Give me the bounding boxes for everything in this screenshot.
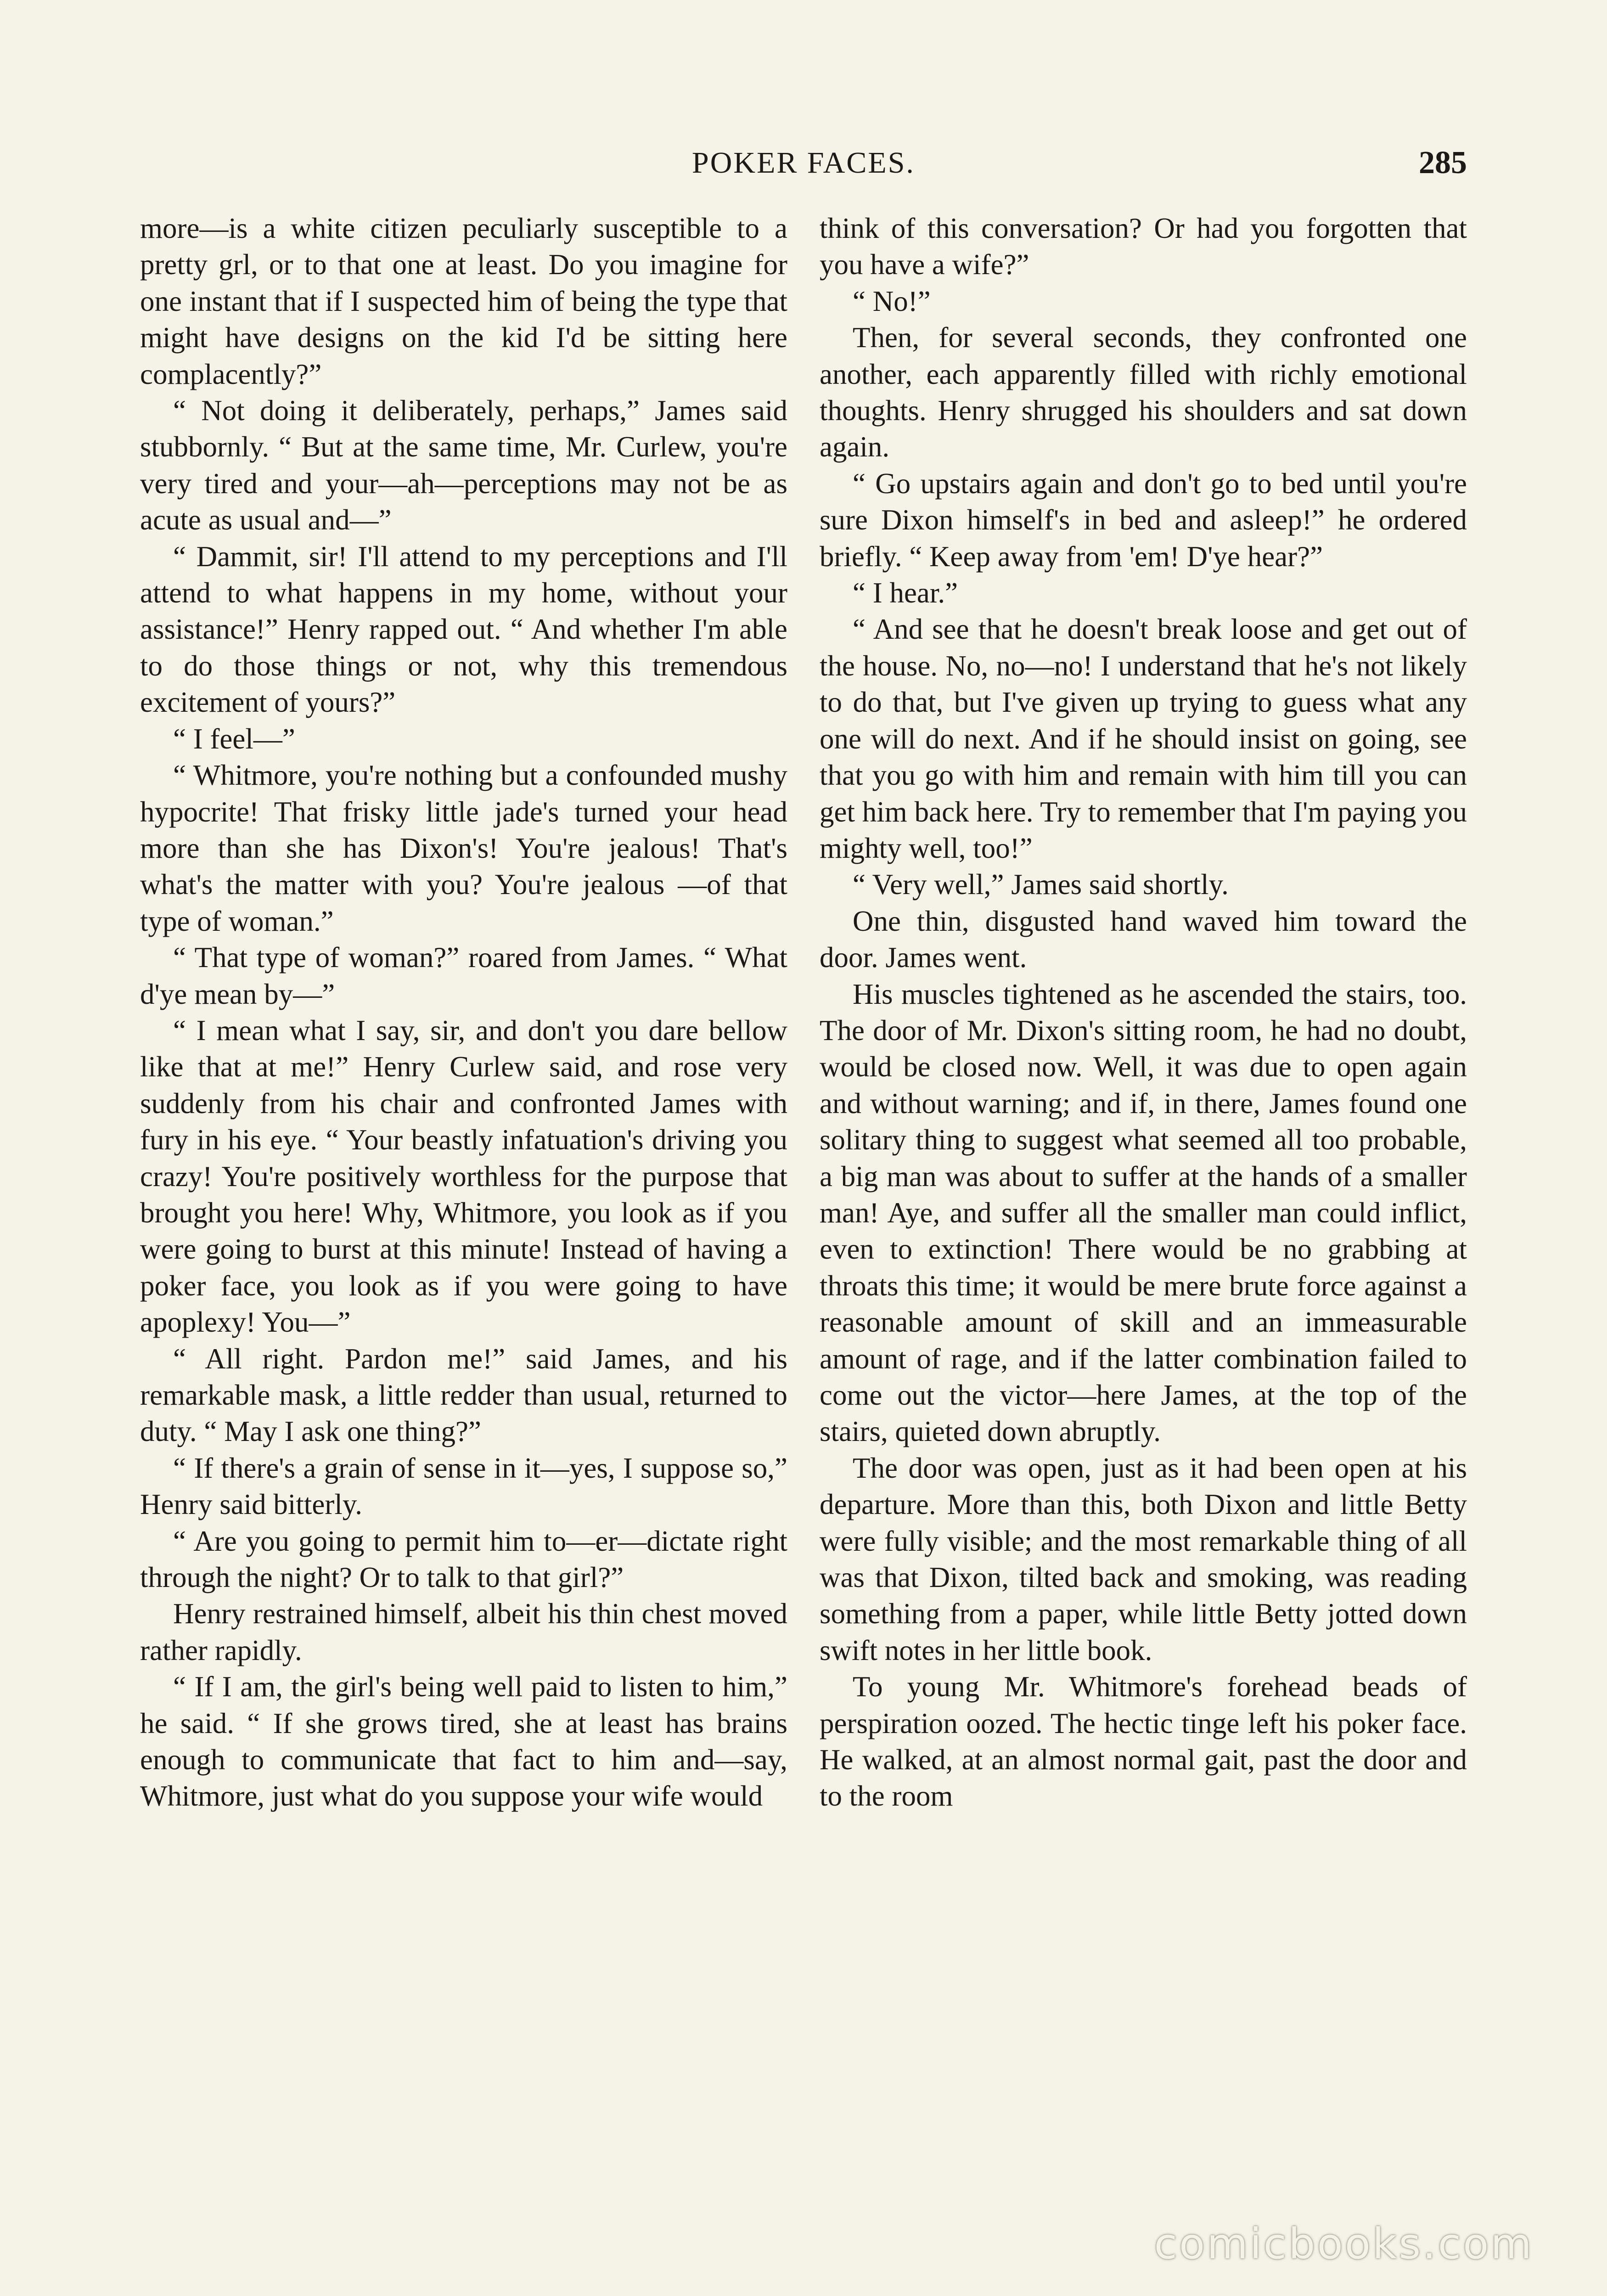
paragraph: “ If there's a grain of sense in it—yes, I suppose so,” Henry said bitterly. bbox=[140, 1452, 787, 1521]
paragraph: The door was open, just as it had been open at his departure. More than this, both Dixon and little Betty were fully visible; and the most remarkable thing of all was that Dixon, tilted back and smoking, was reading something from a paper, while little Betty jotted down swift notes in her little book. bbox=[820, 1452, 1467, 1666]
paragraph: “ Not doing it deliberately, perhaps,” James said stubbornly. “ But at the same time, Mr. Curlew, you're very tired and your—ah—perceptions may not be as acute as usual and—” bbox=[140, 394, 787, 536]
paragraph: “ I feel—” bbox=[173, 722, 295, 755]
paragraph: One thin, disgusted hand waved him toward the door. James went. bbox=[820, 905, 1467, 974]
paragraph: To young Mr. Whitmore's forehead beads of perspiration oozed. The hectic tinge left his poker face. He walked, at an almost normal gait, past the door and to the room bbox=[820, 1671, 1467, 1812]
page-number: 285 bbox=[1419, 145, 1467, 180]
paragraph: “ If I am, the girl's being well paid to listen to him,” he said. “ If she grows tired, she at least has brains enough to communicate that fact to him and—say, Whitmore, just what do you suppose your wife would bbox=[140, 1671, 787, 1812]
paragraph: more—is a white citizen peculiarly susceptible to a pretty grl, or to that one at least. Do you imagine for one instant that if I suspected him of being the type that might have designs on the kid I'd be sitting here complacently?” bbox=[140, 212, 787, 390]
paragraph: Henry restrained himself, albeit his thin chest moved rather rapidly. bbox=[140, 1598, 787, 1666]
left-column bbox=[140, 210, 787, 1815]
running-title: POKER FACES. bbox=[692, 146, 915, 180]
paragraph: His muscles tightened as he ascended the stairs, too. The door of Mr. Dixon's sitting room, he had no doubt, would be closed now. Well, it was due to open again and without warning; and if, in there, James found one solitary thing to suggest what seemed all too probable, a big man was about to suffer at the hands of a smaller man! Aye, and suffer all the smaller man could inflict, even to extinction! There would be no grabbing at throats this time; it would be mere brute force against a reasonable amount of skill and an immeasurable amount of rage, and if the latter combination failed to come out the victor—here James, at the top of the stairs, quieted down abruptly. bbox=[820, 978, 1467, 1448]
paragraph: think of this conversation? Or had you forgotten that you have a wife?” bbox=[820, 212, 1467, 281]
paragraph: “ Dammit, sir! I'll attend to my perceptions and I'll attend to what happens in my home, without your assistance!” Henry rapped out. “ And whether I'm able to do those things or not, why this tremendous excitement of yours?” bbox=[140, 540, 787, 719]
right-column bbox=[820, 210, 1467, 1815]
paragraph: “ Very well,” James said shortly. bbox=[853, 868, 1229, 901]
paragraph: “ All right. Pardon me!” said James, and his remarkable mask, a little redder than usual, returned to duty. “ May I ask one thing?” bbox=[140, 1342, 787, 1448]
paragraph: Then, for several seconds, they confronted one another, each apparently filled with richly emotional thoughts. Henry shrugged his shoulders and sat down again. bbox=[820, 321, 1467, 463]
watermark: comicbooks.com bbox=[1154, 2219, 1534, 2268]
paragraph: “ I hear.” bbox=[853, 577, 958, 609]
paragraph: “ Are you going to permit him to—er—dictate right through the night? Or to talk to that girl?” bbox=[140, 1525, 787, 1594]
paragraph: “ And see that he doesn't break loose and get out of the house. No, no—no! I understand that he's not likely to do that, but I've given up trying to guess what any one will do next. And if he should insist on going, see that you go with him and remain with him till you can get him back here. Try to remember that I'm paying you mighty well, too!” bbox=[820, 613, 1467, 864]
paragraph: “ Go upstairs again and don't go to bed until you're sure Dixon himself's in bed and asleep!” he ordered briefly. “ Keep away from 'em! D'ye hear?” bbox=[820, 467, 1467, 573]
running-head bbox=[140, 138, 1467, 188]
paragraph: “ I mean what I say, sir, and don't you dare bellow like that at me!” Henry Curlew said, and rose very suddenly from his chair and confronted James with fury in his eye. “ Your beastly infatuation's driving you crazy! You're positively worthless for the purpose that brought you here! Why, Whitmore, you look as if you were going to burst at this minute! Instead of having a poker face, you look as if you were going to have apoplexy! You—” bbox=[140, 1014, 787, 1339]
paragraph: “ That type of woman?” roared from James. “ What d'ye mean by—” bbox=[140, 941, 787, 1010]
paragraph: “ Whitmore, you're nothing but a confounded mushy hypocrite! That frisky little jade's turned your head more than she has Dixon's! You're jealous! That's what's the matter with you? You're jealous —of that type of woman.” bbox=[140, 759, 787, 937]
paragraph: “ No!” bbox=[853, 285, 931, 317]
